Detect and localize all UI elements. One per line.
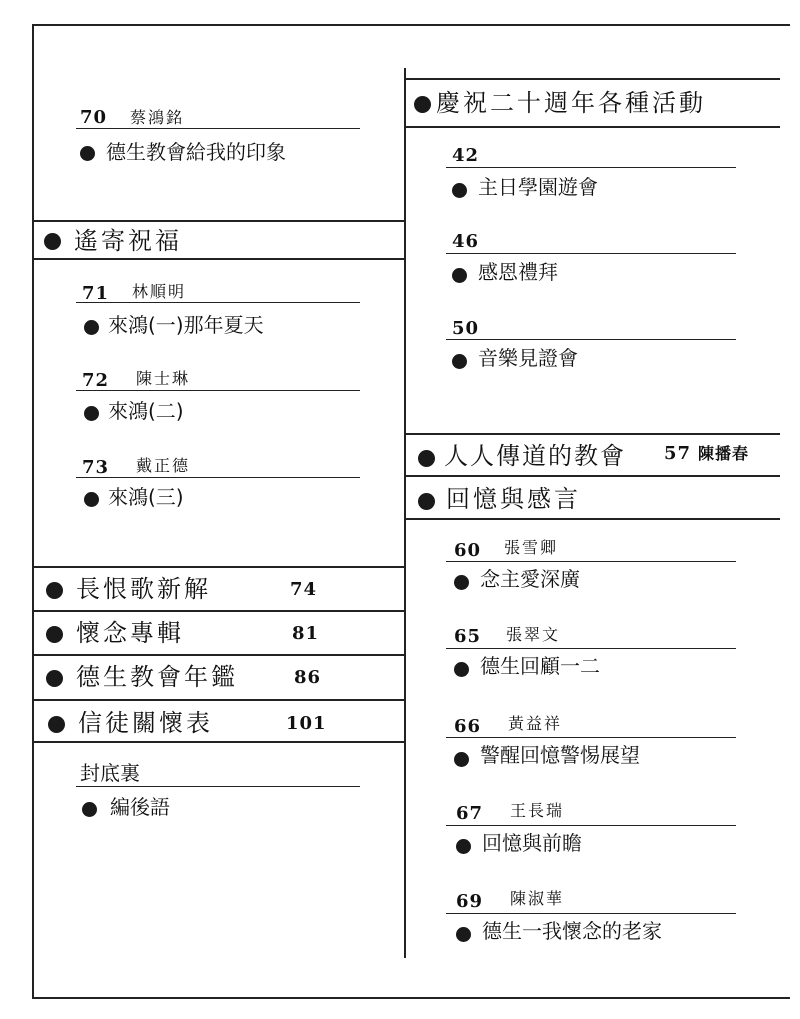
bullet-icon (82, 802, 97, 817)
entry-author: 張雪卿 (504, 538, 559, 557)
section-divider (404, 518, 780, 520)
entry-underline (446, 253, 736, 254)
section-divider (32, 220, 404, 222)
bullet-icon (418, 450, 435, 467)
bullet-icon (84, 320, 99, 335)
column-divider (404, 68, 406, 958)
entry-title: 警醒回憶警惕展望 (480, 743, 640, 767)
entry-title: 德生一我懷念的老家 (482, 919, 662, 943)
entry-title: 念主愛深廣 (480, 567, 580, 591)
entry-title: 音樂見證會 (478, 346, 578, 370)
section-page-number: 74 (290, 579, 318, 600)
frame-left-border (32, 24, 34, 999)
entry-page-number: 46 (452, 231, 480, 252)
entry-author: 張翠文 (506, 625, 561, 644)
section-divider (32, 258, 404, 260)
entry-underline (446, 825, 736, 826)
entry-underline (76, 302, 360, 303)
entry-page-number: 60 (454, 540, 482, 561)
section-heading: 德生教會年鑑 (76, 663, 238, 691)
section-heading: 信徒關懷表 (78, 709, 213, 737)
entry-underline (446, 737, 736, 738)
entry-title: 感恩禮拜 (478, 260, 558, 284)
bullet-icon (452, 354, 467, 369)
section-heading: 長恨歌新解 (76, 575, 211, 603)
section-heading: 懷念專輯 (76, 619, 184, 647)
bullet-icon (84, 406, 99, 421)
section-divider (32, 741, 404, 743)
section-divider (404, 126, 780, 128)
entry-title: 回憶與前瞻 (482, 831, 582, 855)
section-page-number: 81 (292, 623, 320, 644)
section-divider (32, 699, 404, 701)
entry-author: 蔡鴻銘 (130, 108, 185, 127)
section-divider (404, 475, 780, 477)
entry-title: 編後語 (110, 795, 170, 819)
section-page-number: 57 (664, 443, 692, 464)
entry-underline (76, 128, 360, 129)
entry-underline (446, 561, 736, 562)
section-page-number: 101 (286, 713, 327, 734)
entry-title: 來鴻(二) (108, 399, 184, 423)
entry-page-number: 71 (82, 283, 110, 304)
bullet-icon (48, 716, 65, 733)
entry-author: 戴正德 (136, 456, 191, 475)
entry-author: 王長瑞 (510, 801, 565, 820)
entry-page-number: 66 (454, 716, 482, 737)
section-heading-memories: 回憶與感言 (446, 485, 581, 513)
bullet-icon (452, 183, 467, 198)
bullet-icon (44, 233, 61, 250)
entry-underline (76, 786, 360, 787)
frame-bottom-border (32, 997, 790, 999)
entry-underline (76, 390, 360, 391)
entry-page-number: 50 (452, 318, 480, 339)
entry-underline (446, 913, 736, 914)
entry-author: 黃益祥 (508, 714, 563, 733)
entry-title: 主日學園遊會 (478, 175, 598, 199)
bullet-icon (46, 626, 63, 643)
entry-author: 陳士琳 (136, 369, 191, 388)
bullet-icon (84, 492, 99, 507)
bullet-icon (454, 575, 469, 590)
entry-underline (76, 477, 360, 478)
bullet-icon (456, 839, 471, 854)
entry-title: 來鴻(一)那年夏天 (108, 313, 264, 337)
section-divider (32, 654, 404, 656)
bullet-icon (418, 493, 435, 510)
bullet-icon (46, 582, 63, 599)
entry-author: 陳淑華 (510, 889, 565, 908)
section-heading-blessings: 遙寄祝福 (74, 227, 182, 255)
frame-top-border (32, 24, 790, 26)
section-page-number: 86 (294, 667, 322, 688)
entry-underline (446, 167, 736, 168)
section-divider (32, 566, 404, 568)
entry-page-number: 73 (82, 457, 110, 478)
section-divider (32, 610, 404, 612)
bullet-icon (46, 670, 63, 687)
section-heading-anniversary: 慶祝二十週年各種活動 (436, 89, 706, 117)
back-cover-label: 封底裏 (80, 761, 140, 785)
section-divider (404, 433, 780, 435)
entry-page-number: 65 (454, 626, 482, 647)
bullet-icon (452, 268, 467, 283)
bullet-icon (414, 96, 431, 113)
entry-underline (446, 339, 736, 340)
section-divider (404, 78, 780, 80)
section-heading-evangelism: 人人傳道的教會 (444, 442, 626, 470)
bullet-icon (456, 927, 471, 942)
entry-title: 德生回顧一二 (480, 654, 600, 678)
entry-page-number: 70 (80, 107, 108, 128)
entry-author: 林順明 (132, 282, 187, 301)
bullet-icon (80, 146, 95, 161)
entry-title: 德生教會給我的印象 (106, 140, 286, 164)
entry-page-number: 42 (452, 145, 480, 166)
entry-title: 來鴻(三) (108, 485, 184, 509)
section-author: 陳播春 (698, 444, 750, 463)
bullet-icon (454, 752, 469, 767)
entry-page-number: 72 (82, 370, 110, 391)
entry-page-number: 67 (456, 803, 484, 824)
entry-underline (446, 648, 736, 649)
entry-page-number: 69 (456, 891, 484, 912)
bullet-icon (454, 662, 469, 677)
